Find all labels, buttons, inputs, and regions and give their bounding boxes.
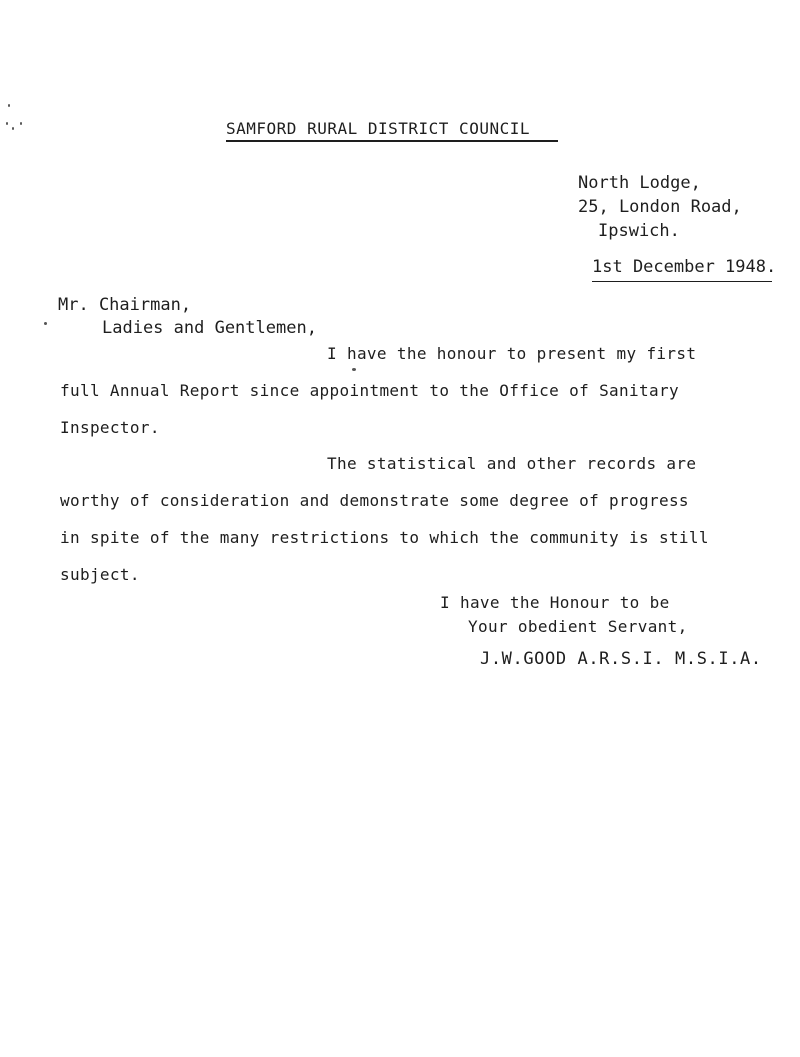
date-underline xyxy=(592,281,772,282)
letter-date: 1st December 1948. xyxy=(592,257,777,277)
letter-heading: SAMFORD RURAL DISTRICT COUNCIL xyxy=(226,119,530,138)
address-line-1: North Lodge, xyxy=(578,173,701,193)
paragraph-2-line-2: worthy of consideration and demonstrate some degree of progress xyxy=(60,491,689,510)
paragraph-1-line-2: full Annual Report since appointment to the Office of Sanitary xyxy=(60,381,679,400)
signature: J.W.GOOD A.R.S.I. M.S.I.A. xyxy=(480,649,762,669)
address-line-3: Ipswich. xyxy=(598,221,680,241)
scan-speck xyxy=(12,127,14,130)
paragraph-2-line-1: The statistical and other records are xyxy=(327,454,697,473)
scan-speck xyxy=(44,322,47,325)
scan-speck xyxy=(352,368,356,371)
salutation-line-2: Ladies and Gentlemen, xyxy=(102,318,317,338)
paragraph-1-line-3: Inspector. xyxy=(60,418,160,437)
address-line-2: 25, London Road, xyxy=(578,197,742,217)
paragraph-1-line-1: I have the honour to present my first xyxy=(327,344,697,363)
closing-line-2: Your obedient Servant, xyxy=(468,617,688,636)
paragraph-2-line-3: in spite of the many restrictions to which the community is still xyxy=(60,528,709,547)
scan-speck xyxy=(20,122,22,125)
heading-underline xyxy=(226,140,558,142)
scan-speck xyxy=(8,104,10,107)
paragraph-2-line-4: subject. xyxy=(60,565,140,584)
scan-speck xyxy=(6,122,8,125)
closing-line-1: I have the Honour to be xyxy=(440,593,670,612)
salutation-line-1: Mr. Chairman, xyxy=(58,295,192,315)
